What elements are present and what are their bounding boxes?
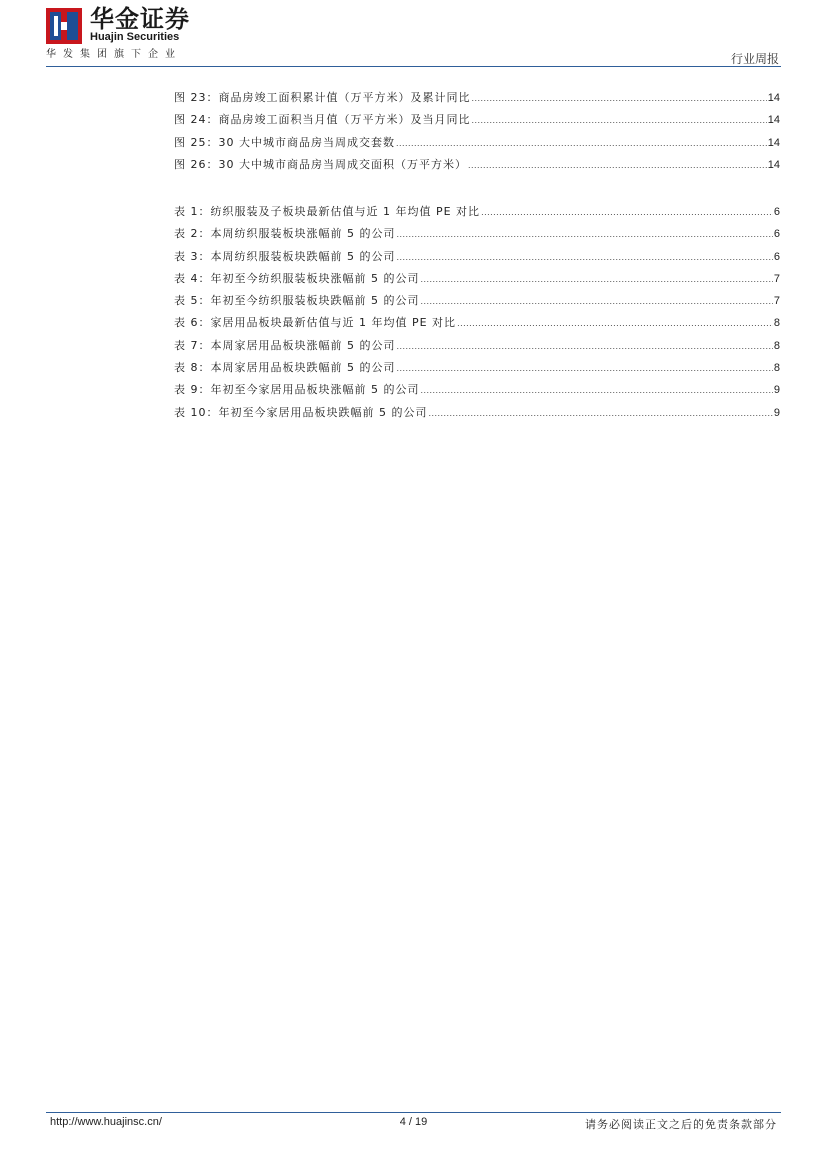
toc-leader bbox=[396, 136, 767, 150]
toc-leader bbox=[481, 205, 773, 219]
toc-entry[interactable] bbox=[174, 136, 780, 158]
toc-leader bbox=[428, 406, 772, 420]
toc-leader bbox=[421, 272, 773, 286]
toc-entry[interactable] bbox=[174, 113, 780, 135]
toc-entry[interactable] bbox=[174, 339, 780, 361]
brand-name-en: Huajin Securities bbox=[90, 31, 180, 43]
toc-entry-label: 表 9：年初至今家居用品板块涨幅前 5 的公司 bbox=[174, 383, 420, 397]
toc-entry-label: 表 8：本周家居用品板块跌幅前 5 的公司 bbox=[174, 361, 396, 375]
toc-page-number: 7 bbox=[773, 295, 780, 308]
toc-entry[interactable] bbox=[174, 227, 780, 249]
brand-name-cn: 华金证券 bbox=[90, 5, 190, 33]
toc-entry-label: 表 10：年初至今家居用品板块跌幅前 5 的公司 bbox=[174, 405, 428, 419]
toc-entry-label: 表 1：纺织服装及子板块最新估值与近 1 年均值 PE 对比 bbox=[174, 205, 481, 218]
toc-entry-label: 表 4：年初至今纺织服装板块涨幅前 5 的公司 bbox=[174, 271, 420, 285]
toc-page-number: 8 bbox=[773, 317, 780, 330]
toc-leader bbox=[472, 113, 767, 127]
report-type: 行业周报 bbox=[730, 52, 779, 66]
figure-list bbox=[174, 91, 780, 180]
footer-page-number: 4 / 19 bbox=[399, 1116, 428, 1128]
huajin-logo-icon bbox=[46, 8, 82, 44]
toc-page-number: 14 bbox=[767, 114, 780, 127]
toc-leader bbox=[457, 316, 773, 330]
toc-page-number: 14 bbox=[767, 92, 780, 104]
toc-entry[interactable] bbox=[174, 316, 780, 338]
toc-page-number: 8 bbox=[773, 339, 780, 352]
header-divider bbox=[46, 66, 781, 67]
toc-entry[interactable] bbox=[174, 205, 780, 227]
toc-entry[interactable] bbox=[174, 406, 780, 428]
toc-entry[interactable] bbox=[174, 361, 780, 383]
table-list bbox=[174, 205, 780, 428]
toc-entry-label: 图 26：30 大中城市商品房当周成交面积（万平方米） bbox=[174, 157, 467, 171]
toc-leader bbox=[472, 91, 767, 105]
footer-website-link[interactable]: http://www.huajinsc.cn/ bbox=[50, 1116, 162, 1128]
toc-entry-label: 图 23：商品房竣工面积累计值（万平方米）及累计同比 bbox=[174, 91, 471, 104]
toc-entry[interactable] bbox=[174, 91, 780, 113]
toc-entry[interactable] bbox=[174, 158, 780, 180]
toc-leader bbox=[421, 383, 773, 397]
toc-entry[interactable] bbox=[174, 383, 780, 405]
toc-leader bbox=[397, 361, 773, 375]
toc-entry-label: 表 6：家居用品板块最新估值与近 1 年均值 PE 对比 bbox=[174, 316, 457, 330]
toc-leader bbox=[397, 227, 773, 241]
toc-page-number: 9 bbox=[773, 384, 780, 397]
toc-page-number: 14 bbox=[767, 136, 780, 149]
toc-entry[interactable] bbox=[174, 294, 780, 316]
toc-page-number: 6 bbox=[773, 228, 780, 241]
toc-entry-label: 表 5：年初至今纺织服装板块跌幅前 5 的公司 bbox=[174, 294, 420, 308]
toc-page-number: 6 bbox=[773, 206, 780, 218]
toc-leader bbox=[397, 250, 773, 264]
toc-entry-label: 图 25：30 大中城市商品房当周成交套数 bbox=[174, 135, 395, 149]
toc-leader bbox=[421, 294, 773, 308]
toc-page-number: 8 bbox=[773, 362, 780, 375]
toc-entry-label: 图 24：商品房竣工面积当月值（万平方米）及当月同比 bbox=[174, 113, 471, 127]
toc-page-number: 7 bbox=[773, 272, 780, 285]
footer-disclaimer: 请务必阅读正文之后的免责条款部分 bbox=[585, 1118, 777, 1131]
toc-leader bbox=[468, 158, 767, 172]
toc-entry[interactable] bbox=[174, 250, 780, 272]
footer-divider bbox=[46, 1112, 781, 1113]
page-header bbox=[0, 0, 827, 70]
toc-page-number: 6 bbox=[773, 250, 780, 263]
toc-page-number: 9 bbox=[773, 406, 780, 419]
toc-entry-label: 表 2：本周纺织服装板块涨幅前 5 的公司 bbox=[174, 227, 396, 241]
toc-entry[interactable] bbox=[174, 272, 780, 294]
toc-entry-label: 表 7：本周家居用品板块涨幅前 5 的公司 bbox=[174, 338, 396, 352]
toc-page-number: 14 bbox=[767, 158, 780, 171]
toc-leader bbox=[397, 339, 773, 353]
brand-subtitle: 华发集团旗下企业 bbox=[46, 49, 182, 60]
toc-entry-label: 表 3：本周纺织服装板块跌幅前 5 的公司 bbox=[174, 249, 396, 263]
